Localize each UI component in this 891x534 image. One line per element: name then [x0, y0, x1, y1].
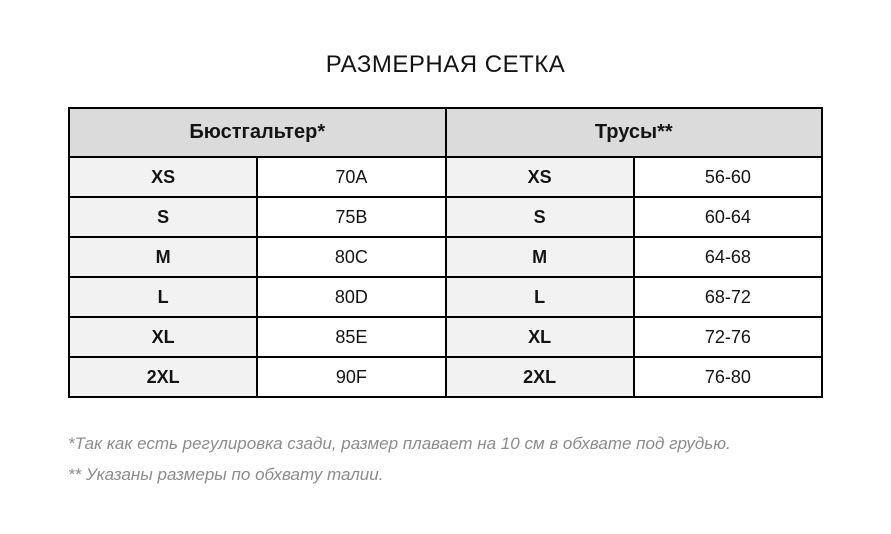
- bra-size-cell: M: [69, 237, 257, 277]
- table-row: [69, 357, 822, 397]
- panties-value-cell: 60-64: [634, 197, 822, 237]
- bra-size-cell: XS: [69, 157, 257, 197]
- table-row: [69, 237, 822, 277]
- bra-value-cell: 80C: [257, 237, 445, 277]
- bra-size-cell: S: [69, 197, 257, 237]
- table-row: [69, 157, 822, 197]
- panties-column-header: Трусы**: [446, 108, 823, 157]
- footnote-bra: *Так как есть регулировка сзади, размер плавает на 10 см в обхвате под грудью.: [68, 434, 731, 453]
- footnote-panties: ** Указаны размеры по обхвату талии.: [68, 465, 384, 484]
- panties-value-cell: 64-68: [634, 237, 822, 277]
- panties-value-cell: 56-60: [634, 157, 822, 197]
- bra-value-cell: 85E: [257, 317, 445, 357]
- page-title: РАЗМЕРНАЯ СЕТКА: [325, 51, 566, 78]
- panties-size-cell: XL: [446, 317, 634, 357]
- bra-size-cell: L: [69, 277, 257, 317]
- table-header-row: [69, 108, 822, 157]
- panties-size-cell: L: [446, 277, 634, 317]
- bra-size-cell: XL: [69, 317, 257, 357]
- bra-size-cell: 2XL: [69, 357, 257, 397]
- panties-size-cell: S: [446, 197, 634, 237]
- bra-column-header: Бюстгальтер*: [69, 108, 446, 157]
- size-table: [68, 107, 823, 398]
- table-row: [69, 277, 822, 317]
- bra-value-cell: 80D: [257, 277, 445, 317]
- bra-value-cell: 75B: [257, 197, 445, 237]
- panties-value-cell: 68-72: [634, 277, 822, 317]
- panties-size-cell: 2XL: [446, 357, 634, 397]
- bra-value-cell: 70A: [257, 157, 445, 197]
- panties-value-cell: 72-76: [634, 317, 822, 357]
- footnotes: [68, 433, 858, 495]
- panties-size-cell: M: [446, 237, 634, 277]
- panties-value-cell: 76-80: [634, 357, 822, 397]
- panties-size-cell: XS: [446, 157, 634, 197]
- table-row: [69, 197, 822, 237]
- bra-value-cell: 90F: [257, 357, 445, 397]
- table-row: [69, 317, 822, 357]
